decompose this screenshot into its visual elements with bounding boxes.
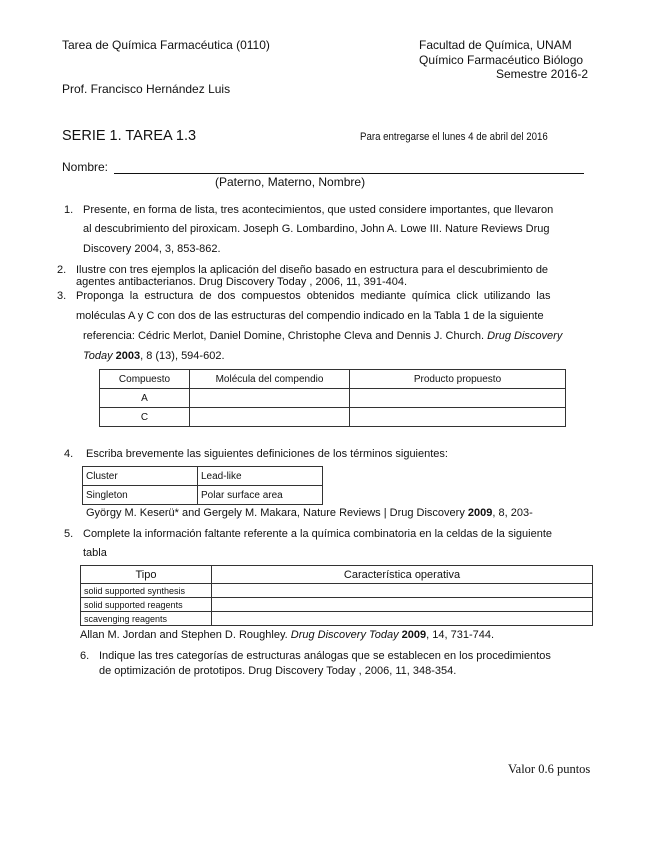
q5-col-caracteristica: Característica operativa — [212, 566, 593, 584]
q2-line1: Ilustre con tres ejemplos la aplicación del diseño basado en estructura para el descubrimiento de — [76, 264, 549, 276]
q4-cell-leadlike: Lead-like — [198, 467, 323, 486]
q4-number: 4. — [64, 448, 74, 460]
q5-ref-year: 2009 — [401, 629, 427, 641]
table-row — [100, 389, 566, 408]
q3-number: 3. — [57, 290, 67, 302]
q3-cell-c-producto[interactable] — [350, 408, 566, 427]
q1-number: 1. — [64, 204, 74, 216]
q3-line4 — [83, 350, 225, 362]
q5-cell-scavenging: scavenging reagents — [81, 612, 212, 626]
table-row — [81, 612, 593, 626]
q1-line1: Presente, en forma de lista, tres acontecimientos, que usted considere importantes, que llevaron — [83, 204, 554, 216]
q4-ref-pages: , 8, 203- — [492, 507, 533, 519]
q3-col-compuesto: Compuesto — [100, 370, 190, 389]
q1-line3: Discovery 2004, 3, 853-862. — [83, 243, 221, 255]
q4-cell-cluster: Cluster — [83, 467, 198, 486]
faculty: Facultad de Química, UNAM — [419, 38, 572, 52]
q3-col-molecula: Molécula del compendio — [190, 370, 350, 389]
q5-cell-scavenging-answer[interactable] — [212, 612, 593, 626]
q3-cell-a: A — [100, 389, 190, 408]
q3-table — [99, 369, 566, 427]
q4-table — [82, 466, 323, 505]
q4-cell-singleton: Singleton — [83, 486, 198, 505]
series-title: SERIE 1. TAREA 1.3 — [62, 128, 197, 144]
q6-line2: de optimización de prototipos. Drug Discovery Today , 2006, 11, 348-354. — [99, 665, 457, 677]
q3-cell-c-molecula[interactable] — [190, 408, 350, 427]
q5-ref-journal: Drug Discovery Today — [290, 629, 399, 641]
table-row — [81, 598, 593, 612]
semester: Semestre 2016-2 — [496, 67, 589, 81]
name-input-line[interactable] — [114, 159, 584, 174]
q5-cell-solid-synthesis: solid supported synthesis — [81, 584, 212, 598]
q3-authors: referencia: Cédric Merlot, Daniel Domine, Christophe Cleva and Dennis J. Church. — [83, 330, 485, 342]
q5-cell-solid-synthesis-answer[interactable] — [212, 584, 593, 598]
q5-cell-solid-reagents: solid supported reagents — [81, 598, 212, 612]
q4-text: Escriba brevemente las siguientes definiciones de los términos siguientes: — [86, 448, 448, 460]
q4-ref-year: 2009 — [467, 507, 493, 519]
q6-number: 6. — [80, 650, 90, 662]
q5-reference — [80, 629, 494, 641]
q5-cell-solid-reagents-answer[interactable] — [212, 598, 593, 612]
q5-ref-pages: , 14, 731-744. — [426, 629, 495, 641]
q5-ref-authors: Allan M. Jordan and Stephen D. Roughley. — [80, 629, 288, 641]
name-label: Nombre: — [62, 160, 109, 174]
table-row — [83, 467, 323, 486]
q3-journal: Drug Discovery — [487, 330, 563, 342]
q3-cell-a-molecula[interactable] — [190, 389, 350, 408]
q5-line1: Complete la información faltante referente a la química combinatoria en la celdas de la siguiente — [83, 528, 552, 540]
q5-table — [80, 565, 593, 626]
q4-reference — [86, 507, 533, 519]
q3-year: 2003 — [115, 350, 141, 362]
table-row — [100, 408, 566, 427]
q6-line1: Indique las tres categorías de estructuras análogas que se establecen en los procedimientos — [99, 650, 551, 662]
q3-line2: moléculas A y C con dos de las estructuras del compendio indicado en la Tabla 1 de la siguiente — [76, 310, 544, 322]
program: Químico Farmacéutico Biólogo — [419, 53, 584, 67]
q2-number: 2. — [57, 264, 67, 276]
q3-line3 — [83, 330, 562, 342]
name-hint: (Paterno, Materno, Nombre) — [215, 175, 366, 189]
q5-line2: tabla — [83, 547, 107, 559]
q3-cell-a-producto[interactable] — [350, 389, 566, 408]
q3-col-producto: Producto propuesto — [350, 370, 566, 389]
q4-cell-psa: Polar surface area — [198, 486, 323, 505]
q1-line2: al descubrimiento del piroxicam. Joseph G. Lombardino, John A. Lowe III. Nature Reviews Drug — [83, 223, 550, 235]
q3-journal-cont: Today — [83, 350, 113, 362]
table-row — [83, 486, 323, 505]
course-title: Tarea de Química Farmacéutica (0110) — [62, 38, 270, 52]
q5-number: 5. — [64, 528, 74, 540]
q2-line2: agentes antibacterianos. Drug Discovery Today , 2006, 11, 391-404. — [76, 276, 408, 288]
professor: Prof. Francisco Hernández Luis — [62, 82, 231, 96]
q5-col-tipo: Tipo — [81, 566, 212, 584]
q3-cell-c: C — [100, 408, 190, 427]
value-points: Valor 0.6 puntos — [508, 762, 591, 776]
table-row — [81, 584, 593, 598]
q4-ref-text: György M. Keserü* and Gergely M. Makara, Nature Reviews | Drug Discovery — [86, 507, 465, 519]
q3-line1: Proponga la estructura de dos compuestos obtenidos mediante química click utilizando las — [76, 290, 551, 302]
q3-pages: , 8 (13), 594-602. — [140, 350, 225, 362]
due-date: Para entregarse el lunes 4 de abril del 2016 — [360, 131, 548, 143]
